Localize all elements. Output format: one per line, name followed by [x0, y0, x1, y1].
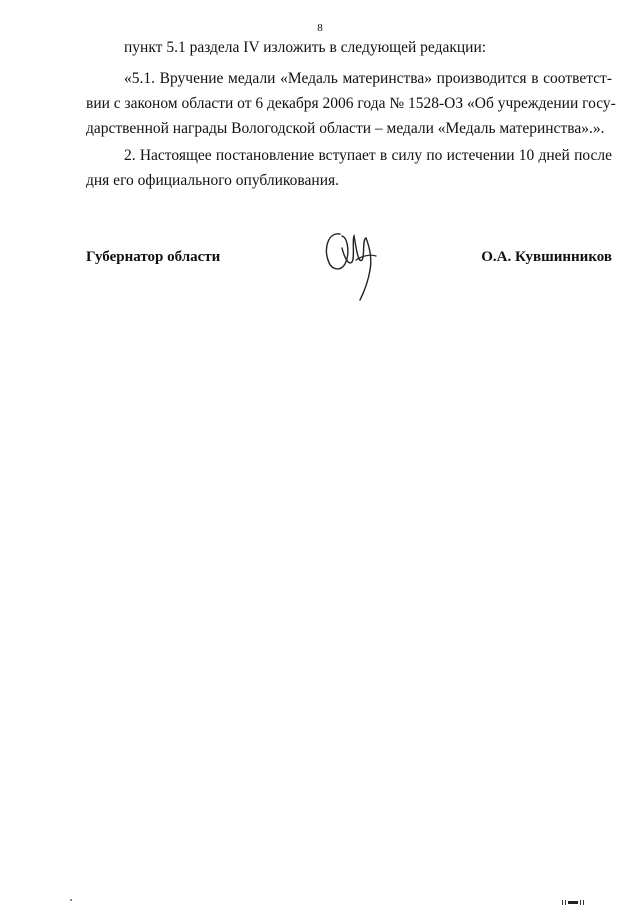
text-line-item2-2: дня его официального опубликования. [86, 172, 340, 189]
text-line-intro: пункт 5.1 раздела IV изложить в следующей редакции: [124, 39, 487, 56]
text-line-quote-1: «5.1. Вручение медали «Медаль материнства» производится в соответст- [124, 70, 612, 87]
text-line-quote-2: вии с законом области от 6 декабря 2006 года № 1528-ОЗ «Об учреждении госу- [86, 95, 616, 112]
signatory-position: Губернатор области [86, 249, 221, 265]
scan-speck [70, 899, 72, 901]
signatory-name: О.А. Кувшинников [481, 249, 612, 265]
scan-edge-mark [562, 893, 586, 911]
text-line-item2-1: 2. Настоящее постановление вступает в силу по истечении 10 дней после [124, 147, 612, 164]
text-line-quote-3: дарственной награды Вологодской области – медали «Медаль материнства».». [86, 120, 605, 137]
page-number: 8 [317, 22, 323, 34]
handwritten-signature [318, 226, 388, 311]
